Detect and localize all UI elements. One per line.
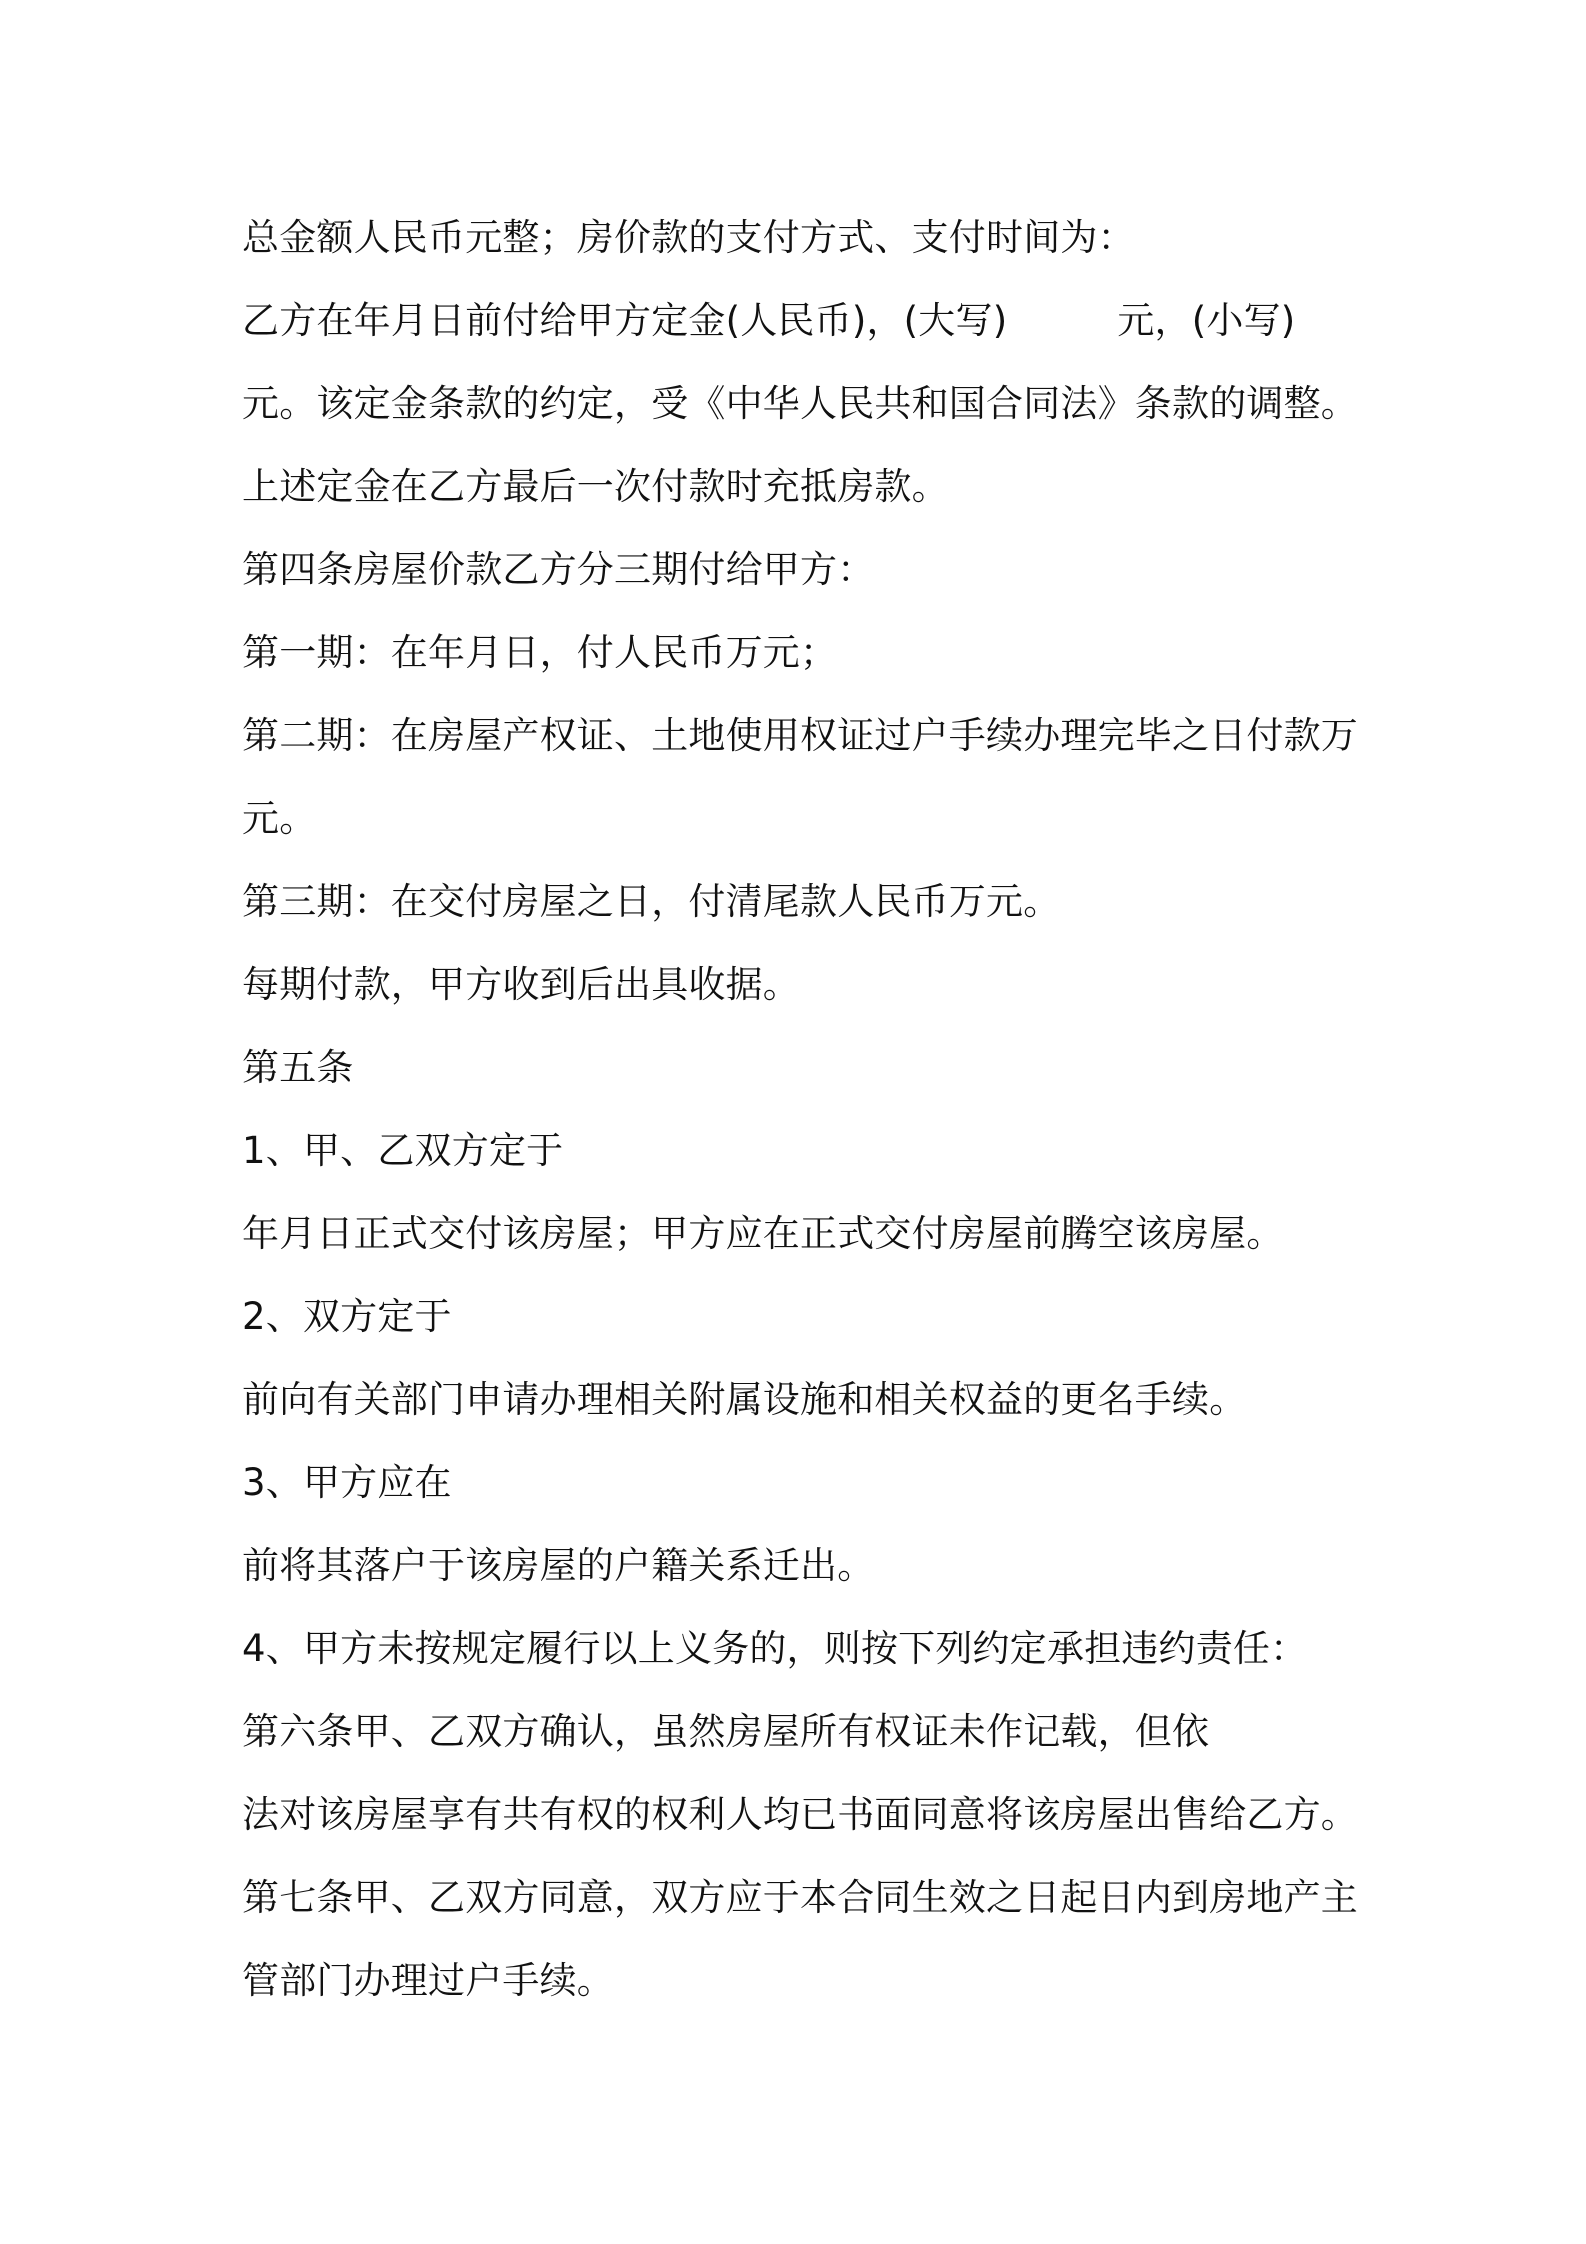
text-line-6: 第一期：在年月日，付人民币万元； xyxy=(242,631,838,674)
text-line-3: 元。该定金条款的约定，受《中华人民共和国合同法》条款的调整。 xyxy=(242,382,1358,425)
text-line-22: 管部门办理过户手续。 xyxy=(242,1959,614,2002)
text-line-1: 总金额人民币元整；房价款的支付方式、支付时间为： xyxy=(242,216,1135,259)
text-line-19: 第六条甲、乙双方确认，虽然房屋所有权证未作记载，但依 xyxy=(242,1710,1210,1753)
text-line-10: 每期付款，甲方收到后出具收据。 xyxy=(242,963,800,1006)
document-body xyxy=(242,196,1362,2022)
text-line-16: 3、甲方应在 xyxy=(242,1461,452,1504)
text-line-2-part-1: 乙方在年月日前付给甲方定金(人民币)，(大写) xyxy=(242,299,1008,342)
text-line-7: 第二期：在房屋产权证、土地使用权证过户手续办理完毕之日付款万 xyxy=(242,714,1358,757)
text-line-20: 法对该房屋享有共有权的权利人均已书面同意将该房屋出售给乙方。 xyxy=(242,1793,1358,1836)
text-line-18: 4、甲方未按规定履行以上义务的，则按下列约定承担违约责任： xyxy=(242,1627,1308,1670)
text-line-9: 第三期：在交付房屋之日，付清尾款人民币万元。 xyxy=(242,880,1061,923)
text-line-2 xyxy=(242,279,1362,362)
text-line-12: 1、甲、乙双方定于 xyxy=(242,1129,564,1172)
text-line-14: 2、双方定于 xyxy=(242,1295,452,1338)
text-line-17: 前将其落户于该房屋的户籍关系迁出。 xyxy=(242,1544,875,1587)
text-line-8: 元。 xyxy=(242,797,317,840)
text-line-21: 第七条甲、乙双方同意，双方应于本合同生效之日起日内到房地产主 xyxy=(242,1876,1358,1919)
text-line-13: 年月日正式交付该房屋；甲方应在正式交付房屋前腾空该房屋。 xyxy=(242,1212,1284,1255)
text-line-4: 上述定金在乙方最后一次付款时充抵房款。 xyxy=(242,465,949,508)
text-line-15: 前向有关部门申请办理相关附属设施和相关权益的更名手续。 xyxy=(242,1378,1247,1421)
text-line-2-part-2: 元，(小写) xyxy=(1117,299,1296,342)
text-line-11: 第五条 xyxy=(242,1046,354,1089)
text-line-5: 第四条房屋价款乙方分三期付给甲方： xyxy=(242,548,875,591)
